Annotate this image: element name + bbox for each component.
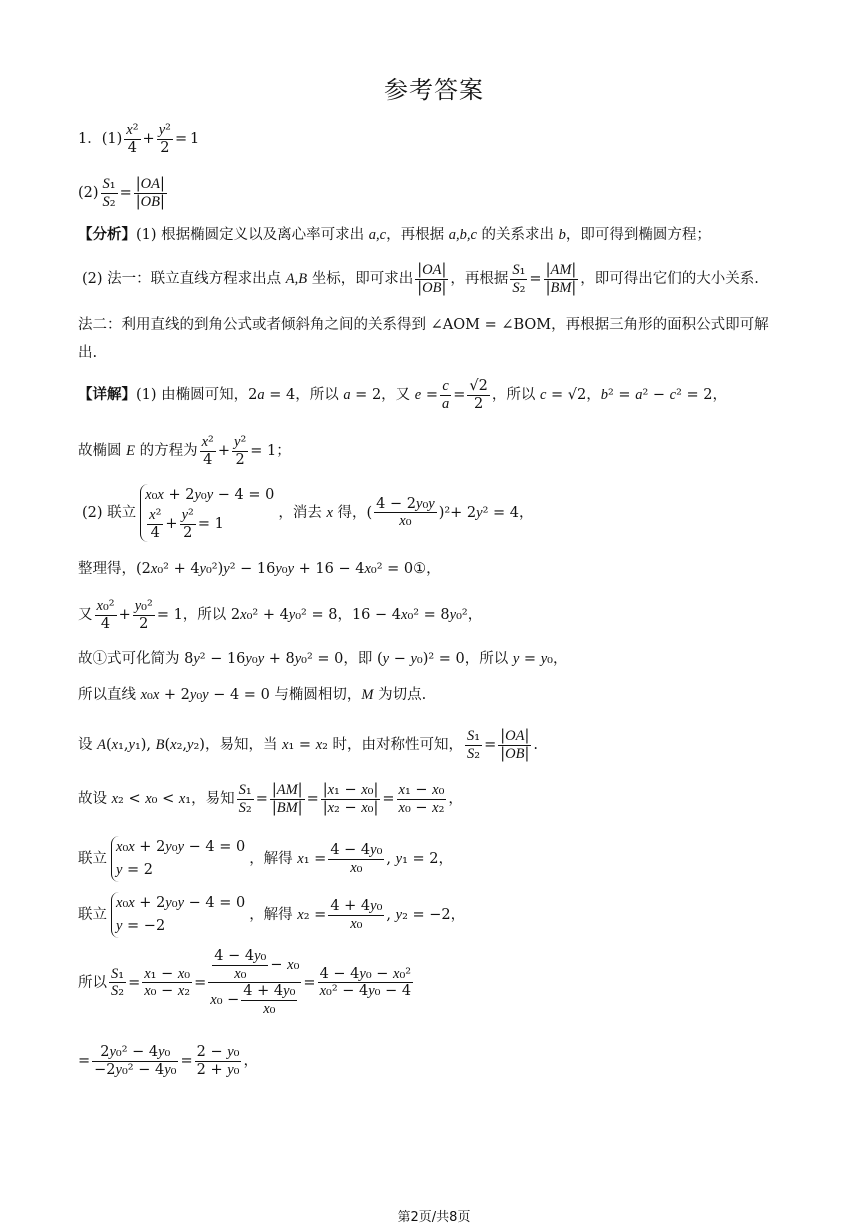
detail-line-10: 联立 x₀x + 2y₀y − 4 = 0 y = 2 ，解得 x₁ = $\frac{\text{4 − 4y₀}}{\text{x₀}}$ , y₁ = 2， [78,836,453,882]
detail-line-2: 故椭圆 E 的方程为 $\frac{\text{x²}}{4}$ + $\frac{\text{y²}}{2}$ = 1； [78,434,291,468]
page-footer: 第2页/共8页 [397,1210,471,1225]
detail-line-12: 所以 $\frac{\text{S₁}}{\text{S₂}}$ = $\frac{\text{x₁ − x₀}}{\text{x₀ − x₂}}$ = $\frac{\text{4 − 4y₀}}{\text{x₀}}$ − x₀ x₀ − $\frac{\text{4 + 4y₀}}{\text{x₀}}$ = $\frac{\text{4 − 4y₀ − x₀²}}{\text{x₀² − 4y₀ − 4}}$ [78,948,412,1018]
detail-line-13: = $\frac{\text{2y₀² − 4y₀}}{\text{−2y₀² − 4y₀}}$ = $\frac{\text{2 − y₀}}{\text{2 + y₀}}$ ， [78,1044,258,1078]
analysis-line-3: 法二：利用直线的到角公式或者倾斜角之间的关系得到 ∠AOM = ∠BOM，再根据三角形的面积公式即可解 [78,317,769,333]
detail-line-9: 故设 x₂ < x₀ < x₁，易知 $\frac{\text{S₁}}{\text{S₂}}$ = $\frac{|AM|}{|BM|}$ = $\frac{\text{|x₁ − x₀|}}{\text{|x₂ − x₀|}}$ = $\frac{\text{x₁ − x₀}}{\text{x₀ − x₂}}$ ， [78,782,463,816]
answer-1-part1: 1．(1) $\frac{\text{x²}}{4}$ + $\frac{\text{y²}}{2}$ = 1 [78,122,200,156]
page-title: 参考答案 [384,76,484,104]
detail-line-3: (2) 联立 x₀x + 2y₀y − 4 = 0 $\frac{\text{x²}}{4}$ + $\frac{\text{y²}}{2}$ = 1 ，消去 x 得，( $\frac{\text{4 − 2y₀y}}{\text{x₀}}$ )²+ 2y² = 4， [82,484,534,542]
analysis-line-1: 【分析】(1) 根据椭圆定义以及离心率可求出 a,c，再根据 a,b,c 的关系求出 b，即可得到椭圆方程； [78,226,711,243]
detail-line-5: 又 $\frac{\text{x₀²}}{4}$ + $\frac{\text{y₀²}}{2}$ = 1，所以 2x₀² + 4y₀² = 8，16 − 4x₀² = 8y₀²， [78,598,483,632]
detail-line-7: 所以直线 x₀x + 2y₀y − 4 = 0 与椭圆相切，M 为切点. [78,687,427,703]
detail-line-1: 【详解】(1) 由椭圆可知，2a = 4，所以 a = 2，又 e = $\frac{c}{a}$ = $\frac{√2}{2}$ ，所以 c = √2，b² = a² − c² = 2， [78,378,727,412]
analysis-line-4: 出. [78,345,98,361]
analysis-line-2: (2) 法一：联立直线方程求出点 A,B 坐标，即可求出 $\frac{|OA|}{|OB|}$ ，再根据 $\frac{\text{S₁}}{\text{S₂}}$ = $\frac{|AM|}{|BM|}$ ，即可得出它们的大小关系. [82,262,759,296]
answer-1-part2: (2) $\frac{\text{S₁}}{\text{S₂}}$ = $\frac{|OA|}{|OB|}$ [78,176,165,210]
detail-line-11: 联立 x₀x + 2y₀y − 4 = 0 y = −2 ，解得 x₂ = $\frac{\text{4 + 4y₀}}{\text{x₀}}$ , y₂ = −2， [78,892,465,938]
detail-line-8: 设 A(x₁,y₁), B(x₂,y₂)，易知，当 x₁ = x₂ 时，由对称性可知， $\frac{\text{S₁}}{\text{S₂}}$ = $\frac{|OA|}{|OB|}$ . [78,728,539,762]
detail-line-6: 故①式可化简为 8y² − 16y₀y + 8y₀² = 0，即 (y − y₀)² = 0，所以 y = y₀， [78,651,568,667]
detail-line-4: 整理得，(2x₀² + 4y₀²)y² − 16y₀y + 16 − 4x₀² = 0①， [78,561,441,577]
